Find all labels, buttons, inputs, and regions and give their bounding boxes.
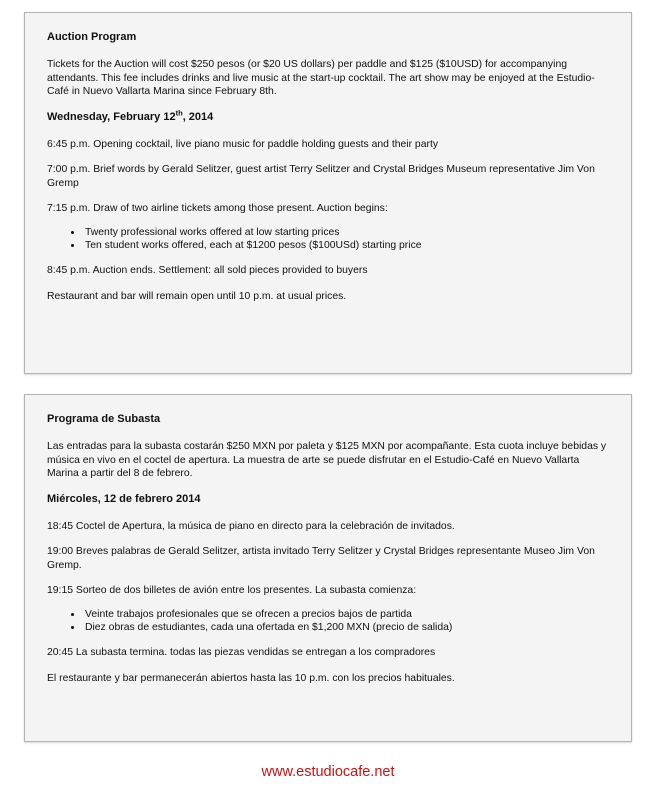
english-item-1: 6:45 p.m. Opening cocktail, live piano music for paddle holding guests and their party (47, 139, 439, 151)
english-item-4: 8:45 p.m. Auction ends. Settlement: all sold pieces provided to buyers (47, 265, 368, 277)
list-item: • Veinte trabajos profesionales que se ofrecen a precios bajos de partida (83, 608, 609, 621)
english-bullet-list (47, 226, 609, 253)
english-item-2: 7:00 p.m. Brief words by Gerald Selitzer, guest artist Terry Selitzer and Crystal Bridges Museum representative Jim Von Gremp (47, 164, 595, 189)
spanish-bullet-list (47, 608, 609, 635)
english-date-suffix: , 2014 (182, 110, 214, 123)
spanish-closing: El restaurante y bar permanecerán abiertos hasta las 10 p.m. con los precios habituales. (47, 672, 455, 684)
website-link[interactable]: www.estudiocafe.net (261, 764, 395, 780)
english-date (47, 107, 609, 124)
spanish-title: Programa de Subasta (47, 413, 161, 425)
english-date-prefix: Wednesday, February 12 (47, 110, 176, 123)
list-item: • Diez obras de estudiantes, cada una ofertada en $1,200 MXN (precio de salida) (83, 621, 609, 634)
spanish-item-2: 19:00 Breves palabras de Gerald Selitzer, artista invitado Terry Selitzer y Crystal Bridges representante Museo Jim Von Gremp. (47, 546, 595, 571)
spanish-date: Miércoles, 12 de febrero 2014 (47, 492, 201, 505)
english-item-3: 7:15 p.m. Draw of two airline tickets among those present. Auction begins: (47, 203, 388, 215)
spanish-item-1: 18:45 Coctel de Apertura, la música de piano en directo para la celebración de invitados. (47, 521, 455, 533)
english-title: Auction Program (47, 31, 137, 43)
list-item: • Twenty professional works offered at low starting prices (83, 226, 609, 239)
english-program-box (24, 12, 632, 374)
spanish-item-4: 20:45 La subasta termina. todas las piezas vendidas se entregan a los compradores (47, 647, 436, 659)
english-closing: Restaurant and bar will remain open until 10 p.m. at usual prices. (47, 290, 347, 302)
spanish-program-box (24, 394, 632, 742)
spanish-intro: Las entradas para la subasta costarán $250 MXN por paleta y $125 MXN por acompañante. Esta cuota incluye bebidas y música en vivo en el coctel de apertura. La muestra de arte se puede disfrutar en el Estudio-Café en Nuevo Vallarta Marina a partir del 8 de febrero. (47, 441, 607, 480)
list-item: • Ten student works offered, each at $1200 pesos ($100USd) starting price (83, 239, 609, 252)
english-intro: Tickets for the Auction will cost $250 pesos (or $20 US dollars) per paddle and $125 ($10USD) for accompanying attendants. This fee includes drinks and live music at the start-up cocktail. The art show may be enjoyed at the Estudio-Café in Nuevo Vallarta Marina since February 8th. (47, 59, 595, 98)
english-date-sup: th (175, 107, 183, 117)
spanish-item-3: 19:15 Sorteo de dos billetes de avión entre los presentes. La subasta comienza: (47, 585, 417, 597)
